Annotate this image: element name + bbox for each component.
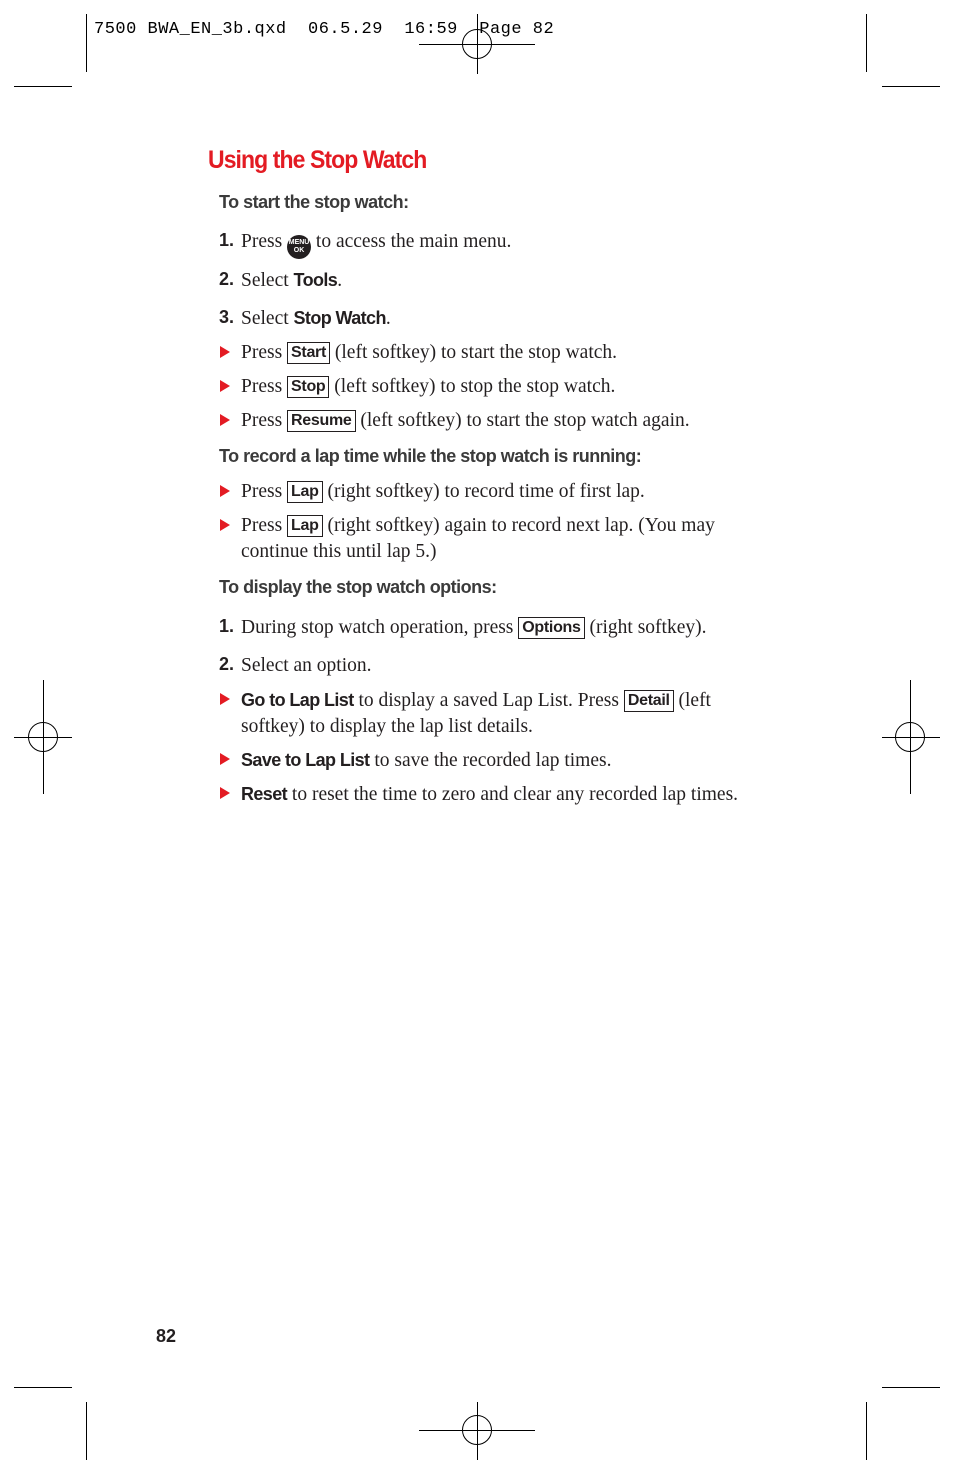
start-heading: To start the stop watch: [219,192,409,212]
step-number: 2. [219,269,235,289]
bullet-text: Press Lap (right softkey) to record time of first lap. [241,481,645,502]
step-text: Select Tools. [241,270,343,291]
crop-mark [14,1387,72,1388]
step-text: Select an option. [241,655,372,676]
crop-mark [866,1402,867,1460]
page-number: 82 [156,1326,177,1346]
page-title: Using the Stop Watch [208,146,427,174]
softkey-label: Start [287,342,330,364]
step-text: Select Stop Watch. [241,308,391,329]
step-number: 3. [219,307,235,327]
softkey-label: Resume [287,410,355,432]
softkey-label: Lap [287,481,323,503]
bullet-text-continued: softkey) to display the lap list details. [241,716,533,737]
step-number: 1. [219,616,235,636]
bullet-text: Press Lap (right softkey) again to record next lap. (You may [241,515,715,536]
crop-mark [86,14,87,72]
bullet-arrow-icon [220,414,230,426]
bullet-text: Save to Lap List to save the recorded lap times. [241,750,612,771]
bullet-arrow-icon [220,519,230,531]
bullet-text: Press Start (left softkey) to start the stop watch. [241,342,618,363]
softkey-label: Options [518,617,584,639]
softkey-label: Stop [287,376,329,398]
bullet-text: Press Resume (left softkey) to start the stop watch again. [241,410,690,431]
bullet-arrow-icon [220,346,230,358]
bullet-arrow-icon [220,380,230,392]
crop-mark [882,86,940,87]
menu-ok-key-icon: MENU OK [287,235,311,259]
crop-mark [14,86,72,87]
step-number: 2. [219,654,235,674]
file-slug: 7500 BWA_EN_3b.qxd 06.5.29 16:59 Page 82 [94,20,555,39]
step-text: Press MENU OK to access the main menu. [241,229,511,259]
step-text: During stop watch operation, press Options (right softkey). [241,617,707,638]
bullet-text: Go to Lap List to display a saved Lap List. Press Detail (left [241,690,711,711]
bullet-arrow-icon [220,753,230,765]
lap-heading: To record a lap time while the stop watch is running: [219,446,642,466]
bullet-arrow-icon [220,485,230,497]
bullet-text-continued: continue this until lap 5.) [241,541,437,562]
crop-mark [86,1402,87,1460]
bullet-text: Press Stop (left softkey) to stop the stop watch. [241,376,616,397]
bullet-arrow-icon [220,787,230,799]
bullet-arrow-icon [220,693,230,705]
options-heading: To display the stop watch options: [219,577,497,597]
softkey-label: Lap [287,515,323,537]
bullet-text: Reset to reset the time to zero and clear any recorded lap times. [241,784,739,805]
crop-mark [866,14,867,72]
softkey-label: Detail [624,690,674,712]
step-number: 1. [219,230,235,250]
crop-mark [882,1387,940,1388]
